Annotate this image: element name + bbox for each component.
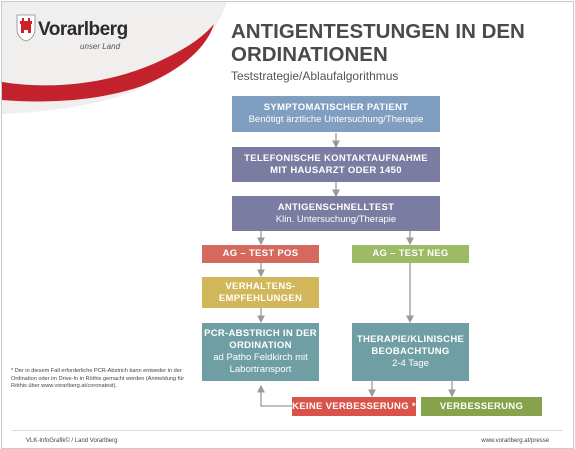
test-negative-box [352,245,469,263]
pcr-swab-box [202,323,319,381]
no-improvement-box [292,397,416,416]
footer-url: www.vorarlberg.at/presse [481,438,549,444]
footer-credit: VLK-InfoGrafik© / Land Vorarlberg [26,438,118,444]
page-subtitle: Teststrategie/Ablaufalgorithmus [231,69,399,83]
therapy-line1: THERAPIE/KLINISCHE [356,334,465,345]
rapid-test-box [232,196,440,231]
phone-line2: MIT HAUSARZT ODER 1450 [270,164,402,176]
test-positive-label: AG – TEST POS [222,248,299,259]
logo-tagline: unser Land [80,42,121,51]
behavior-line1: VERHALTENS- [225,280,296,292]
improvement-box [421,397,542,416]
footer-divider [12,430,563,431]
page-title: ANTIGENTESTUNGEN IN DEN ORDINATIONEN [231,20,525,66]
therapy-line3: 2-4 Tage [392,358,429,369]
pcr-line2: ORDINATION [229,340,292,351]
pcr-line1: PCR-ABSTRICH IN DER [204,328,317,339]
logo-wordmark: Vorarlberg [38,19,128,40]
no-improvement-label: KEINE VERBESSERUNG * [292,400,416,412]
phone-contact-box [232,147,440,182]
symptomatic-patient-box [232,96,440,132]
pcr-line3: ad Patho Feldkirch mit [213,352,308,363]
test-positive-box [202,245,319,263]
improvement-label: VERBESSERUNG [439,400,524,412]
infographic-frame [1,1,574,449]
rapid-title: ANTIGENSCHNELLTEST [277,201,395,213]
therapy-line2: BEOBACHTUNG [371,346,450,357]
footnote: * Der in diesem Fall erforderliche PCR-Abstrich kann entweder in der Ordination oder im Drive-In in Röthis gemacht werden (Anmeldung für Röthis über www.vorarlberg.at/coronatest). [11,368,185,389]
pcr-line4: Labortransport [229,364,292,375]
rapid-sub: Klin. Untersuchung/Therapie [275,213,397,225]
behavior-recommendations-box [202,277,319,308]
test-negative-label: AG – TEST NEG [372,248,449,259]
arrow-no-improvement-to-pcr [261,386,292,406]
symptomatic-sub: Benötigt ärztliche Untersuchung/Therapie [248,114,424,125]
behavior-line2: EMPFEHLUNGEN [218,292,303,304]
phone-line1: TELEFONISCHE KONTAKTAUFNAHME [244,152,428,164]
therapy-observation-box [352,323,469,381]
symptomatic-title: SYMPTOMATISCHER PATIENT [263,102,409,113]
